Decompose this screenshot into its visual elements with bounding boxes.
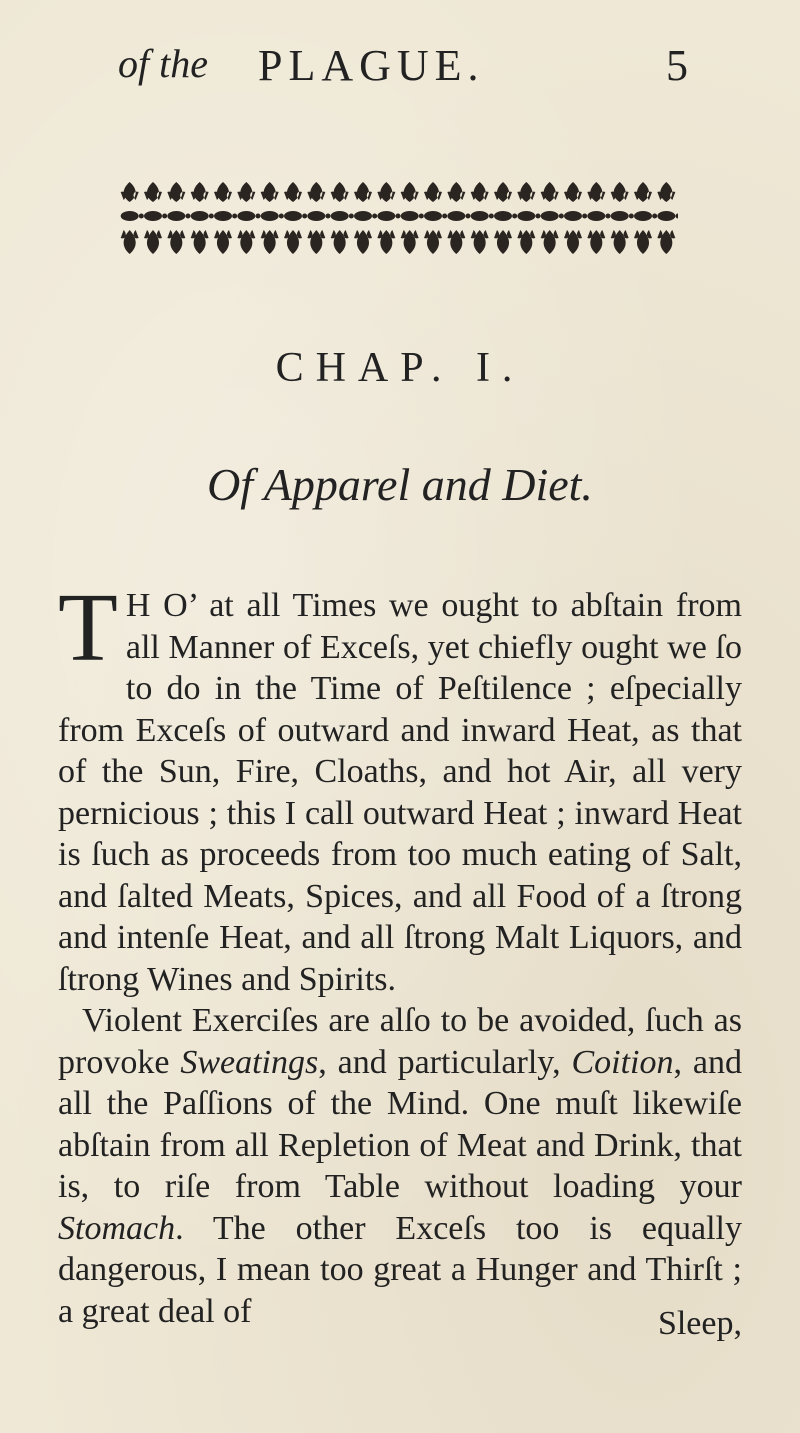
ornament-knot [214, 211, 232, 221]
ornament-knot [261, 211, 279, 221]
ornament-knot [447, 211, 465, 221]
ornament-fleuron [447, 182, 465, 202]
ornament-knot [424, 211, 442, 221]
ornament-knot [237, 211, 255, 221]
line: hot Air, all very pernicious ; this I call outward [58, 753, 742, 832]
ornament-dot [676, 214, 679, 219]
line: Spices, and all Food of a ſtrong and intenſe [58, 877, 742, 956]
ornament-fleuron-inverted [611, 230, 629, 254]
ornament-dot [466, 214, 471, 219]
ornament-dot [186, 214, 191, 219]
text-run: Violent Exerciſes are alſo to be avoided, ſuch as provoke [58, 1002, 742, 1081]
paragraph-1 [58, 574, 742, 1000]
text-run: , and all the Paſſions of the Mind. One muſt likewiſe abſtain from all Repletion of Meat and Drink, that is, to riſe from Table without loading your [58, 1043, 742, 1205]
text-run: . The other Exceſs too is equally dangerous, I mean too great a Hunger and Thirſt ; a great deal of [58, 1209, 742, 1330]
ornament-knot [354, 211, 372, 221]
ornament-fleuron-inverted [167, 230, 185, 254]
ornament-fleuron-inverted [657, 230, 675, 254]
line: Heat, and all ſtrong Malt Liquors, and ſtrong [58, 919, 742, 998]
ornament-dot [139, 214, 144, 219]
ornament-fleuron [634, 182, 652, 202]
catchword: Sleep, [657, 1305, 742, 1342]
ornament-knot [611, 211, 629, 221]
ornament-fleuron-inverted [634, 230, 652, 254]
ornament-fleuron [331, 182, 349, 202]
ornament-fleuron [237, 182, 255, 202]
ornament-dot [512, 214, 517, 219]
ornament-fleuron-inverted [424, 230, 442, 254]
ornament-dot [396, 214, 401, 219]
ornament-dot [326, 214, 331, 219]
ornament-fleuron [564, 182, 582, 202]
ornament-fleuron-inverted [261, 230, 279, 254]
ornament-fleuron [541, 182, 559, 202]
ornament-knot [634, 211, 652, 221]
ornament-knot [307, 211, 325, 221]
italic-run: Stomach [58, 1209, 176, 1247]
line: H O’ at all Times we ought to abſtain [125, 587, 676, 624]
ornament-fleuron [587, 182, 605, 202]
ornament-knot [541, 211, 559, 221]
line: Wines and Spirits. [147, 960, 396, 998]
ornament-fleuron [377, 182, 395, 202]
drop-cap: T [58, 574, 118, 682]
text-run: , and particularly, [318, 1043, 572, 1081]
line: from all Manner of Exceſs, yet chiefly [125, 587, 742, 666]
ornament-dot [232, 214, 237, 219]
ornament-fleuron [121, 182, 139, 202]
line: eſpecially from Exceſs of outward and inward [58, 670, 742, 749]
page-number: 5 [666, 41, 688, 90]
ornament-dot [372, 214, 377, 219]
ornament-dot [209, 214, 214, 219]
ornament-fleuron [471, 182, 489, 202]
ornament-fleuron-inverted [541, 230, 559, 254]
ornament-knot [377, 211, 395, 221]
ornament-fleuron [354, 182, 372, 202]
ornament-fleuron-inverted [447, 230, 465, 254]
ornament-fleuron-inverted [284, 230, 302, 254]
printers-ornament-band [118, 178, 678, 258]
ornament-knot [517, 211, 535, 221]
ornament-dot [536, 214, 541, 219]
ornament-fleuron [284, 182, 302, 202]
ornament-fleuron-inverted [237, 230, 255, 254]
ornament-fleuron [261, 182, 279, 202]
ornament-fleuron-inverted [401, 230, 419, 254]
running-head [118, 40, 698, 100]
ornament-fleuron-inverted [307, 230, 325, 254]
ornament-dot [279, 214, 284, 219]
ornament-fleuron [424, 182, 442, 202]
ornament-dot [419, 214, 424, 219]
italic-run: Sweatings [180, 1043, 319, 1081]
ornament-fleuron [494, 182, 512, 202]
ornament-fleuron [144, 182, 162, 202]
ornament-dot [302, 214, 307, 219]
ornament-knot [401, 211, 419, 221]
ornament-fleuron-inverted [377, 230, 395, 254]
ornament-knot [284, 211, 302, 221]
ornament-fleuron [214, 182, 232, 202]
ornament-fleuron [517, 182, 535, 202]
ornament-fleuron [167, 182, 185, 202]
ornament-fleuron-inverted [354, 230, 372, 254]
ornament-knot [494, 211, 512, 221]
ornament-knot [587, 211, 605, 221]
italic-run: Coition [571, 1043, 674, 1081]
ornament-fleuron [307, 182, 325, 202]
line: Heat ; inward Heat is ſuch as proceeds from [58, 794, 742, 873]
chapter-heading: CHAP. I. [275, 345, 525, 391]
running-head-title: PLAGUE. [258, 41, 485, 90]
ornament-fleuron-inverted [517, 230, 535, 254]
ornament-fleuron [611, 182, 629, 202]
ornament-fleuron-inverted [331, 230, 349, 254]
ornament-dot [489, 214, 494, 219]
ornament-dot [162, 214, 167, 219]
ornament-knot [471, 211, 489, 221]
ornament-dot [629, 214, 634, 219]
ornament-knot [167, 211, 185, 221]
ornament-fleuron-inverted [587, 230, 605, 254]
ornament-knot [191, 211, 209, 221]
ornament-fleuron-inverted [214, 230, 232, 254]
ornament-fleuron [191, 182, 209, 202]
ornament-dot [559, 214, 564, 219]
ornament-fleuron-inverted [564, 230, 582, 254]
ornament-knot [657, 211, 675, 221]
ornament-fleuron [401, 182, 419, 202]
ornament-knot [564, 211, 582, 221]
ornament-dot [652, 214, 657, 219]
line: ought we ſo to do in the Time of Peſtilence ; [125, 628, 742, 707]
body-text [58, 574, 742, 1332]
ornament-fleuron [657, 182, 675, 202]
ornament-knot [331, 211, 349, 221]
ornament-fleuron-inverted [144, 230, 162, 254]
ornament-fleuron-inverted [191, 230, 209, 254]
line: Heat, as that of the Sun, Fire, Cloaths, and [58, 711, 742, 790]
ornament-dot [349, 214, 354, 219]
ornament-dot [582, 214, 587, 219]
ornament-knot [144, 211, 162, 221]
ornament-knot [121, 211, 139, 221]
running-head-prefix: of the [118, 41, 208, 86]
ornament-fleuron-inverted [471, 230, 489, 254]
ornament-fleuron-inverted [494, 230, 512, 254]
ornament-dot [256, 214, 261, 219]
line: too much eating of Salt, and ſalted Meats, [58, 836, 742, 915]
chapter-subtitle: Of Apparel and Diet. [207, 459, 593, 510]
ornament-fleuron-inverted [121, 230, 139, 254]
ornament-dot [606, 214, 611, 219]
paragraph-2 [58, 1000, 742, 1332]
ornament-dot [442, 214, 447, 219]
